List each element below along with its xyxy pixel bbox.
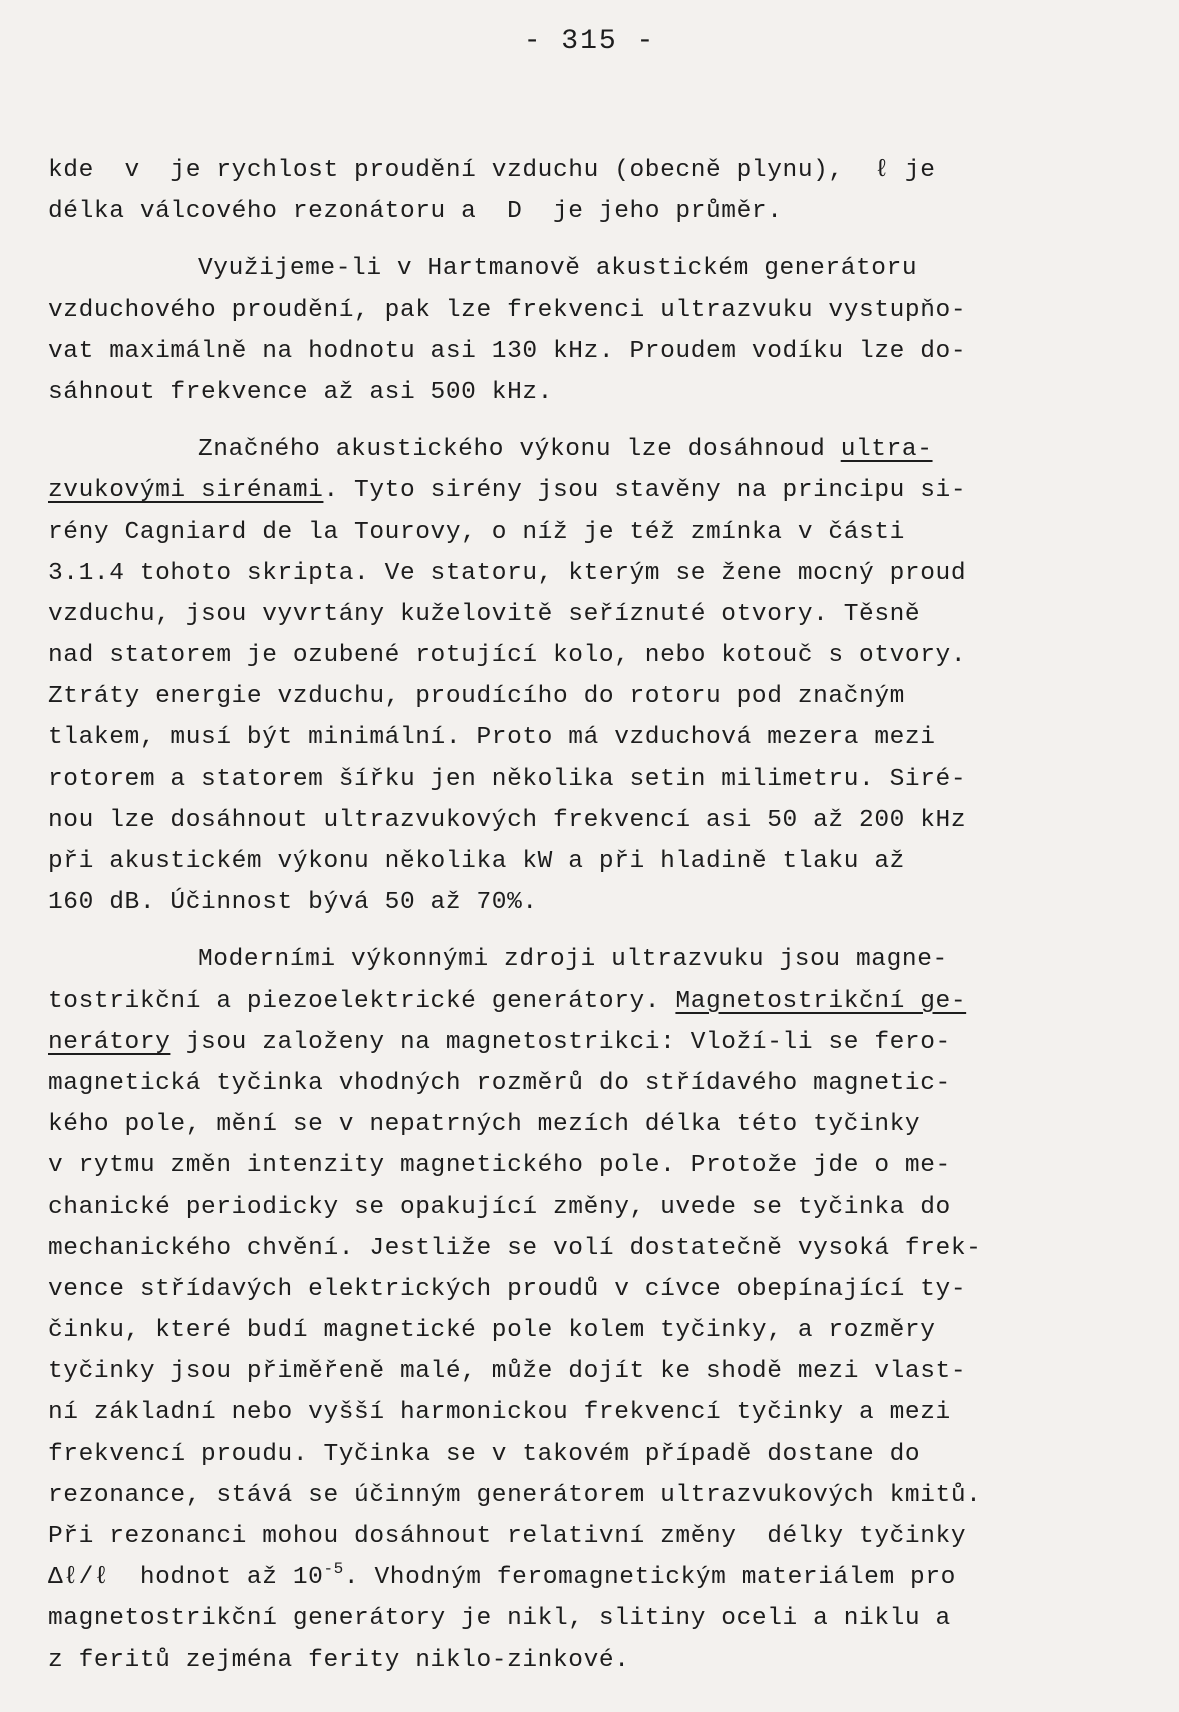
text-line: nad statorem je ozubené rotující kolo, nebo kotouč s otvory. xyxy=(48,642,967,670)
text-line: délka válcového rezonátoru a D je jeho průměr. xyxy=(48,198,783,226)
text-line: Moderními výkonnými zdroji ultrazvuku jsou magne- xyxy=(198,946,948,974)
text-line: frekvencí proudu. Tyčinka se v takovém případě dostane do xyxy=(48,1440,921,1468)
text-line: z feritů zejména ferity niklo-zinkové. xyxy=(48,1646,630,1674)
text-line: 160 dB. Účinnost bývá 50 až 70%. xyxy=(48,889,538,917)
text-line: tyčinky jsou přiměřeně malé, může dojít ke shodě mezi vlast- xyxy=(48,1358,967,1386)
text-line xyxy=(48,429,1138,470)
exponent: -5 xyxy=(323,1560,344,1579)
text-line xyxy=(48,470,1138,511)
text-line: tlakem, musí být minimální. Proto má vzduchová mezera mezi xyxy=(48,724,936,752)
text-line: nou lze dosáhnout ultrazvukových frekvencí asi 50 až 200 kHz xyxy=(48,806,967,834)
text-line: magnetická tyčinka vhodných rozměrů do střídavého magnetic- xyxy=(48,1069,951,1097)
text-line: chanické periodicky se opakující změny, uvede se tyčinka do xyxy=(48,1193,951,1221)
text-line: vence střídavých elektrických proudů v cívce obepínající ty- xyxy=(48,1275,967,1303)
underlined-term: nerátory xyxy=(48,1028,171,1056)
paragraph-3 xyxy=(48,429,1138,923)
underlined-term: zvukovými sirénami xyxy=(48,477,324,505)
text-segment: . Vhodným feromagnetickým materiálem pro xyxy=(343,1564,956,1592)
text-line: rezonance, stává se účinným generátorem ultrazvukových kmitů. xyxy=(48,1481,982,1509)
text-line: při akustickém výkonu několika kW a při hladině tlaku až xyxy=(48,848,905,875)
text-line xyxy=(48,981,1138,1022)
formula-segment: Δℓ/ℓ hodnot až 10 xyxy=(48,1564,324,1592)
underlined-term: ultra- xyxy=(840,436,933,464)
body-text xyxy=(48,150,1138,1681)
text-line: Při rezonanci mohou dosáhnout relativní změny délky tyčinky xyxy=(48,1523,967,1550)
text-line xyxy=(48,1557,1138,1598)
text-segment: tostrikční a piezoelektrické generátory. xyxy=(48,987,676,1015)
text-line: Ztráty energie vzduchu, proudícího do rotoru pod značným xyxy=(48,683,905,711)
text-line: rotorem a statorem šířku jen několika setin milimetru. Siré- xyxy=(48,765,967,793)
text-line: sáhnout frekvence až asi 500 kHz. xyxy=(48,378,553,406)
text-line: mechanického chvění. Jestliže se volí dostatečně vysoká frek- xyxy=(48,1234,982,1262)
text-line: vat maximálně na hodnotu asi 130 kHz. Proudem vodíku lze do- xyxy=(48,337,967,365)
text-line xyxy=(48,1022,1138,1063)
text-line: vzduchového proudění, pak lze frekvenci ultrazvuku vystupňo- xyxy=(48,296,967,324)
text-line: kde v je rychlost proudění vzduchu (obecně plynu), ℓ je xyxy=(48,157,936,184)
text-segment: Značného akustického výkonu lze dosáhnoud xyxy=(198,436,841,464)
text-line: činku, které budí magnetické pole kolem tyčinky, a rozměry xyxy=(48,1317,936,1345)
text-segment: jsou založeny na magnetostrikci: Vloží-li se fero- xyxy=(170,1028,951,1056)
text-line: kého pole, mění se v nepatrných mezích délka této tyčinky xyxy=(48,1111,921,1139)
text-line: magnetostrikční generátory je nikl, slitiny oceli a niklu a xyxy=(48,1605,951,1633)
page-number: - 315 - xyxy=(523,26,656,57)
text-line: ní základní nebo vyšší harmonickou frekvencí tyčinky a mezi xyxy=(48,1399,951,1427)
underlined-term: Magnetostrikční ge- xyxy=(675,987,967,1015)
text-line: rény Cagniard de la Tourovy, o níž je též zmínka v části xyxy=(48,518,905,546)
text-line: 3.1.4 tohoto skripta. Ve statoru, kterým se žene mocný proud xyxy=(48,559,967,587)
text-line: vzduchu, jsou vyvrtány kuželovitě seříznuté otvory. Těsně xyxy=(48,600,921,628)
paragraph-1 xyxy=(48,150,1138,232)
paragraph-2 xyxy=(48,248,1138,413)
text-line: Využijeme-li v Hartmanově akustickém generátoru xyxy=(198,255,918,283)
text-segment: . Tyto sirény jsou stavěny na principu si- xyxy=(323,477,967,505)
paragraph-4 xyxy=(48,939,1138,1680)
text-line: v rytmu změn intenzity magnetického pole. Protože jde o me- xyxy=(48,1152,951,1180)
